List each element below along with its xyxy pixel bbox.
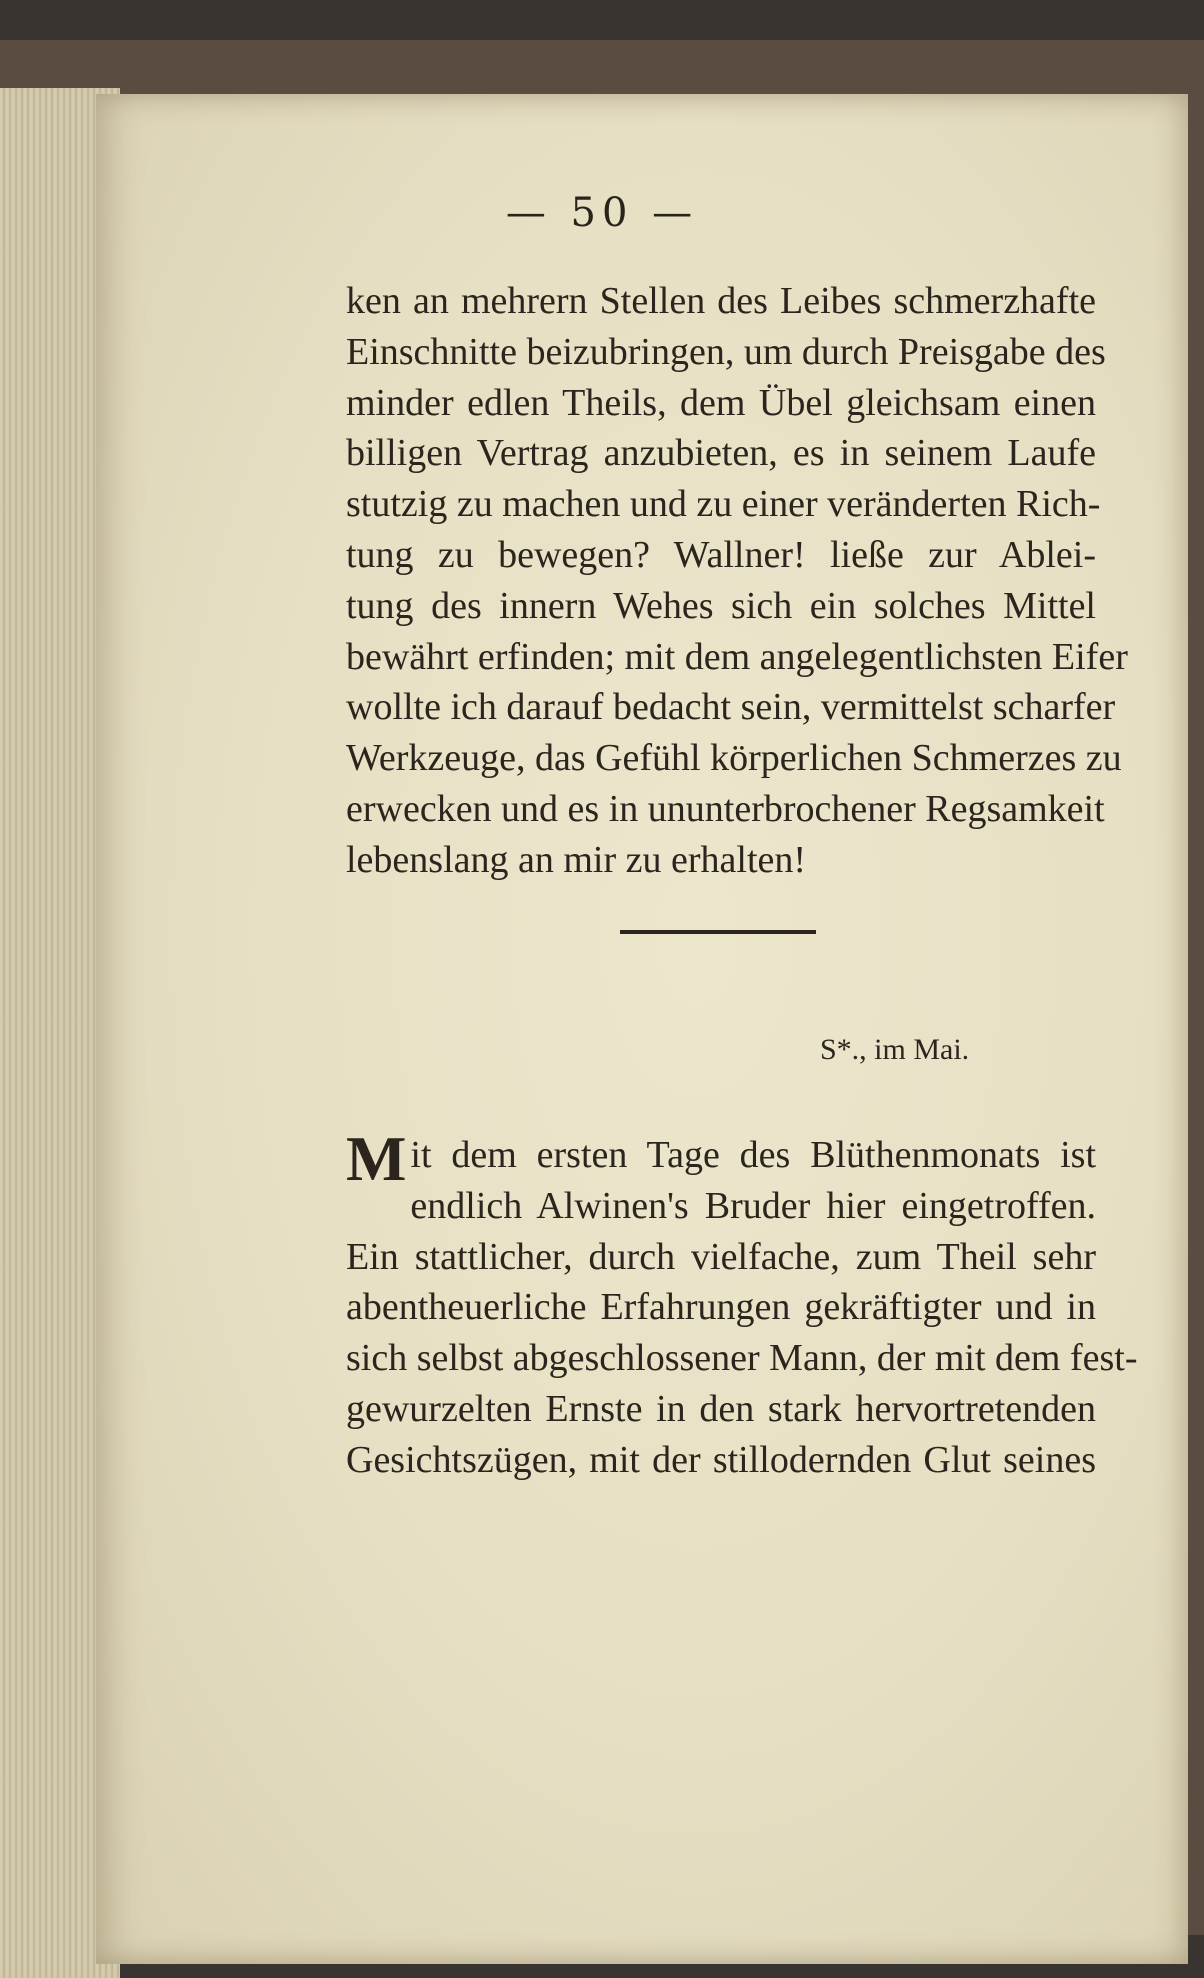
text-line: tung zu bewegen? Wallner! ließe zur Ablei- (346, 533, 1096, 576)
text-line: stutzig zu machen und zu einer veränderten Rich- (346, 483, 1101, 526)
text-line: gewurzelten Ernste in den stark hervortretenden (346, 1387, 1096, 1430)
text-line: billigen Vertrag anzubieten, es in seinem Laufe (346, 432, 1096, 475)
text-line: minder edlen Theils, dem Übel gleichsam einen (346, 381, 1096, 424)
text-line: erwecken und es in ununterbrochener Regsamkeit (346, 787, 1105, 830)
text-line: Einschnitte beizubringen, um durch Preisgabe des (346, 330, 1106, 373)
text-line: sich selbst abgeschlossener Mann, der mit dem fest- (346, 1337, 1138, 1380)
text-line: Werkzeuge, das Gefühl körperlichen Schmerzes zu (346, 737, 1122, 780)
text-line-last: lebenslang an mir zu erhalten! (346, 838, 807, 881)
text-section-1 (346, 276, 1128, 886)
text-line: abentheuerliche Erfahrungen gekräftigter und in (346, 1286, 1096, 1329)
text-line: tung des innern Wehes sich ein solches Mittel (346, 584, 1096, 627)
text-line-first (346, 1123, 1096, 1194)
section-divider (620, 930, 816, 934)
text-line: endlich Alwinen's Bruder hier eingetroffen. (410, 1184, 1096, 1227)
first-line-text: it dem ersten Tage des Blüthenmonats ist (410, 1134, 1096, 1176)
drop-cap: M (346, 1123, 407, 1194)
text-line: Ein stattlicher, durch vielfache, zum Theil sehr (346, 1235, 1096, 1278)
dateline: S*., im Mai. (820, 1033, 970, 1066)
text-line: wollte ich darauf bedacht sein, vermittelst scharfer (346, 686, 1116, 729)
text-line: bewährt erfinden; mit dem angelegentlichsten Eifer (346, 635, 1128, 678)
text-line: ken an mehrern Stellen des Leibes schmerzhafte (346, 280, 1096, 322)
text-line: Gesichtszügen, mit der stillodernden Glut seines (346, 1438, 1096, 1481)
text-section-2 (346, 1123, 1138, 1486)
page-number: — 50 — (505, 190, 699, 236)
